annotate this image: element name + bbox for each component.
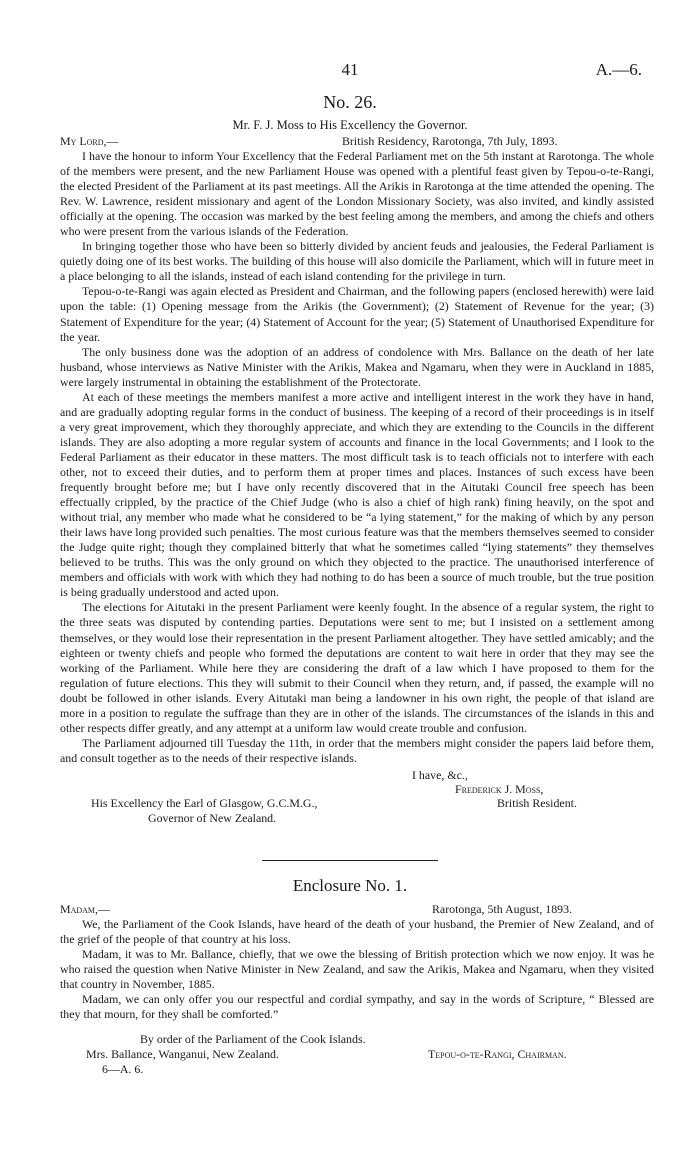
enclosure-signer: Tepou-o-te-Rangi, Chairman. [428,1047,567,1061]
enclosure-addressee: Mrs. Ballance, Wanganui, New Zealand. [86,1047,279,1061]
closing-text: I have, &c., [412,768,468,782]
document-reference: A.—6. [595,60,642,79]
letter-heading-row [60,134,654,149]
letter-paragraph: I have the honour to inform Your Excellency that the Federal Parliament met on the 5th instant at Rarotonga. The whole of the members were present, and the new Parliament House was opened with a plentiful feast given by Tepou-o-te-Rangi, the elected President of the Parliament at its past meetings. All the Arikis in Rarotonga at the time attended the opening. The Rev. W. Lawrence, resident missionary and agent of the London Missionary Society, was also invited, and kindly assisted officially at the opening. The occasion was marked by the best feeling among the members, and among the chiefs and others who were present from the various islands of the Federation. [60,149,654,239]
enclosure-title: Enclosure No. 1. [292,876,408,895]
letter-number: No. 26. [323,92,377,112]
letter-body [60,149,654,766]
enclosure-paragraph: Madam, we can only offer you our respectful and cordial sympathy, and say in the words of Scripture, “ Blessed are they that mourn, for they shall be comforted.” [60,992,654,1022]
enclosure-paragraph: We, the Parliament of the Cook Islands, have heard of the death of your husband, the Premier of New Zealand, and of the grief of the people of that country at his loss. [60,917,654,947]
section-divider [262,860,438,861]
addressee-line: His Excellency the Earl of Glasgow, G.C.M.G., [91,796,318,810]
letter-paragraph: At each of these meetings the members manifest a more active and intelligent interest in the work they have in hand, and are gradually adopting regular forms in the conduct of business. The keeping of a record of their proceedings is in itself a very great improvement, which they thoroughly appreciate, and which they are extending to the Councils in the different islands. They are also adopting a more regular system of accounts and finance in the local Governments; and I look to the Federal Parliament as their educator in these matters. The most difficult task is to teach officials not to interfere with each other, not to exceed their duties, and to perform them at proper times and places. Instances of such excess have been frequently brought before me; but I have only recently discovered that in the Aitutaki Council free speech has been effectually crippled, by the practice of the Chief Judge (who is also a chief of high rank) fining heavily, on the spot and without trial, any member who made what he considered to be “a lying statement,” for the making of which by any person their laws have long provided such penalties. The most curious feature was that the members themselves seemed to consider the Judge quite right; though they complained bitterly that what he sometimes called “lying statements” they themselves believed to be truths. This was the only ground on which they objected to the practice. The unauthorised interference of members and officials with work with which they had nothing to do has been a source of much trouble, but the true position is being gradually understood and acted upon. [60,389,654,600]
letter-paragraph: In bringing together those who have been so bitterly divided by ancient feuds and jealousies, the Federal Parliament is quietly doing one of its best works. The building of this house will also domicile the Parliament, which will in future meet in a place belonging to all the islands, instead of each island contending for the privilege in turn. [60,239,654,284]
letter-place-date: British Residency, Rarotonga, 7th July, 1893. [342,134,558,148]
letter-paragraph: The Parliament adjourned till Tuesday the 11th, in order that the members might consider the papers laid before them, and consult together as to the needs of their respective islands. [60,735,654,765]
signer-title: British Resident. [497,796,577,810]
enclosure-body [60,917,654,1022]
signature-mark: 6—A. 6. [102,1062,144,1076]
order-line: By order of the Parliament of the Cook Islands. [140,1032,366,1046]
page-number: 41 [341,60,359,79]
letter-title: Mr. F. J. Moss to His Excellency the Governor. [232,118,468,132]
addressee-line: Governor of New Zealand. [148,811,277,825]
enclosure-salutation: Madam,— [60,902,110,916]
enclosure-place-date: Rarotonga, 5th August, 1893. [432,902,573,916]
enclosure-heading-row [60,902,654,917]
enclosure-paragraph: Madam, it was to Mr. Ballance, chiefly, that we owe the blessing of British protection which we now enjoy. It was he who raised the question when Native Minister in New Zealand, and saw the Arikis, Makea and Ngamaru, when they visited that country in November, 1885. [60,947,654,992]
signer-name: Frederick J. Moss, [455,782,544,796]
letter-paragraph: The elections for Aitutaki in the present Parliament were keenly fought. In the absence of a regular system, the right to the three seats was disputed by contending parties. Deputations were sent to me; but I insisted on a settlement among themselves, or they would lose their representation in the present Parliament altogether. They have settled amicably; and the eighteen or twenty chiefs and people who formed the deputations are content to wait here in order that they may see the working of the Parliament. While here they are considering the draft of a law which I have proposed to them for the regulation of future elections. This they will submit to their Council when they return, and, if passed, the example will no doubt be followed in other islands. Every Aitutaki man being a landowner in his own right, the people of that island are more in a position to regulate the suffrage than they are in other of the islands. The circumstances of the islands in this and other respects differ greatly, and any attempt at a uniform law would create trouble and confusion. [60,600,654,735]
letter-paragraph: Tepou-o-te-Rangi was again elected as President and Chairman, and the following papers (enclosed herewith) were laid upon the table: (1) Opening message from the Arikis (the Government); (2) Statement of Revenue for the year; (3) Statement of Expenditure for the year; (4) Statement of Account for the year; (5) Statement of Unauthorised Expenditure for the year. [60,284,654,344]
letter-paragraph: The only business done was the adoption of an address of condolence with Mrs. Ballance on the death of her late husband, whose interviews as Native Minister with the Arikis, Makea and Ngamaru, when they were in Auckland in 1885, were largely instrumental in obtaining the establishment of the Protectorate. [60,344,654,389]
letter-salutation: My Lord,— [60,134,119,148]
